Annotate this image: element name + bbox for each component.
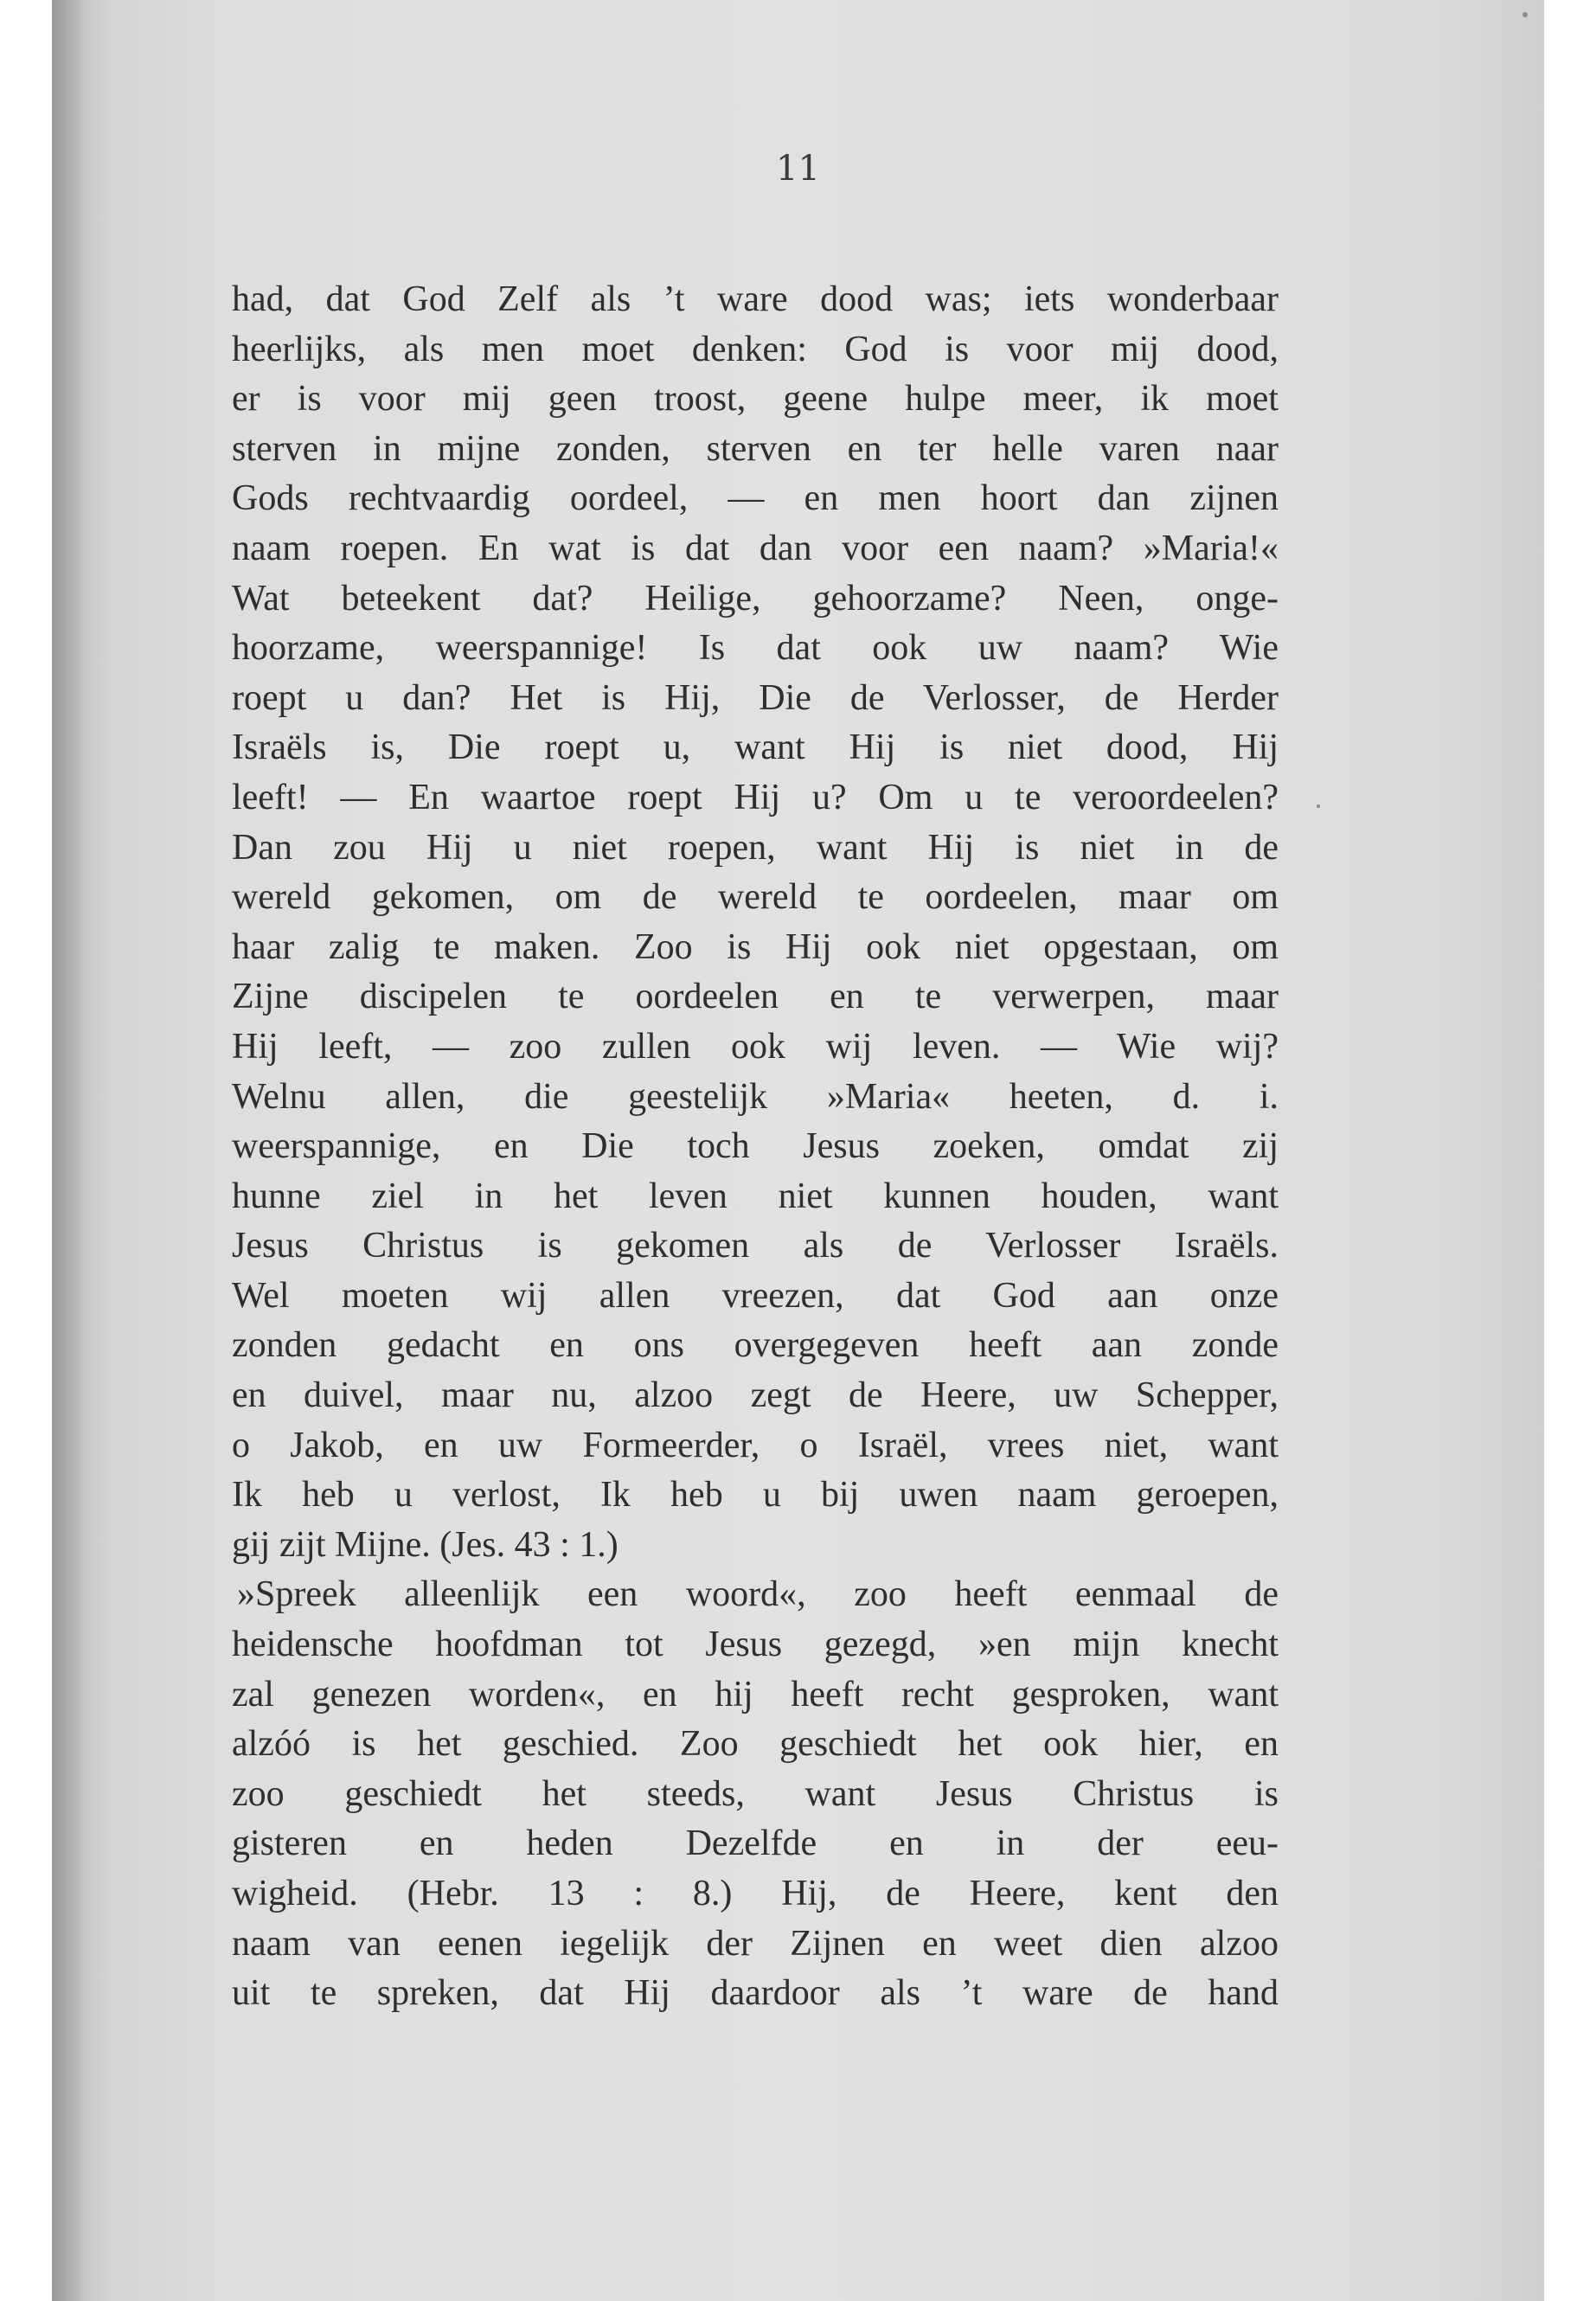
text-line: alzóó is het geschied. Zoo geschiedt het ook hier, en bbox=[232, 1724, 1279, 1765]
text-line: uit te spreken, dat Hij daardoor als ’t ware de hand bbox=[232, 1973, 1279, 2014]
text-line: naam van eenen iegelijk der Zijnen en weet dien alzoo bbox=[232, 1923, 1279, 1964]
text-line: Wel moeten wij allen vreezen, dat God aan onze bbox=[232, 1275, 1279, 1316]
text-line: Hij leeft, — zoo zullen ook wij leven. — Wie wij? bbox=[232, 1026, 1279, 1067]
binding-shadow bbox=[52, 0, 87, 2301]
text-line: naam roepen. En wat is dat dan voor een naam? »Maria!« bbox=[232, 528, 1279, 568]
text-line: gisteren en heden Dezelfde en in der eeu- bbox=[232, 1823, 1279, 1864]
text-line: roept u dan? Het is Hij, Die de Verlosser, de Herder bbox=[232, 677, 1279, 718]
text-line: Dan zou Hij u niet roepen, want Hij is niet in de bbox=[232, 827, 1279, 868]
page-number: 11 bbox=[776, 149, 820, 189]
text-line: er is voor mij geen troost, geene hulpe meer, ik moet bbox=[232, 379, 1279, 420]
text-line: Welnu allen, die geestelijk »Maria« heeten, d. i. bbox=[232, 1076, 1279, 1117]
text-line: »Spreek alleenlijk een woord«, zoo heeft eenmaal de bbox=[237, 1574, 1279, 1615]
text-line: zoo geschiedt het steeds, want Jesus Christus is bbox=[232, 1773, 1279, 1814]
body-text bbox=[232, 275, 1279, 2019]
text-line: heidensche hoofdman tot Jesus gezegd, »en mijn knecht bbox=[232, 1625, 1279, 1665]
paper-speck bbox=[1522, 12, 1528, 17]
text-line: Israëls is, Die roept u, want Hij is niet dood, Hij bbox=[232, 727, 1279, 768]
text-line: zonden gedacht en ons overgegeven heeft aan zonde bbox=[232, 1325, 1279, 1366]
text-line: o Jakob, en uw Formeerder, o Israël, vrees niet, want bbox=[232, 1425, 1279, 1465]
text-line: weerspannige, en Die toch Jesus zoeken, omdat zij bbox=[232, 1126, 1279, 1167]
text-line: en duivel, maar nu, alzoo zegt de Heere, uw Schepper, bbox=[232, 1375, 1279, 1416]
text-line: Ik heb u verlost, Ik heb u bij uwen naam geroepen, bbox=[232, 1475, 1279, 1516]
text-line: haar zalig te maken. Zoo is Hij ook niet opgestaan, om bbox=[232, 926, 1279, 967]
text-line: leeft! — En waartoe roept Hij u? Om u te veroordeelen? bbox=[232, 777, 1279, 817]
text-line: wigheid. (Hebr. 13 : 8.) Hij, de Heere, kent den bbox=[232, 1874, 1279, 1913]
text-line: zal genezen worden«, en hij heeft recht gesproken, want bbox=[232, 1674, 1279, 1715]
paper-speck bbox=[1317, 804, 1320, 808]
text-line: Gods rechtvaardig oordeel, — en men hoort dan zijnen bbox=[232, 478, 1279, 519]
text-line: Jesus Christus is gekomen als de Verlosser Israëls. bbox=[232, 1226, 1279, 1266]
text-line: heerlijks, als men moet denken: God is voor mij dood, bbox=[232, 329, 1279, 369]
text-line: wereld gekomen, om de wereld te oordeelen, maar om bbox=[232, 877, 1279, 918]
text-line: Wat beteekent dat? Heilige, gehoorzame? Neen, onge- bbox=[232, 578, 1279, 619]
text-line: sterven in mijne zonden, sterven en ter helle varen naar bbox=[232, 428, 1279, 469]
text-line: hunne ziel in het leven niet kunnen houden, want bbox=[232, 1176, 1279, 1216]
text-line: Zijne discipelen te oordeelen en te verwerpen, maar bbox=[232, 977, 1279, 1017]
text-line: gij zijt Mijne. (Jes. 43 : 1.) bbox=[232, 1524, 619, 1565]
text-line: had, dat God Zelf als ’t ware dood was; iets wonderbaar bbox=[232, 279, 1279, 319]
text-line: hoorzame, weerspannige! Is dat ook uw naam? Wie bbox=[232, 628, 1279, 669]
